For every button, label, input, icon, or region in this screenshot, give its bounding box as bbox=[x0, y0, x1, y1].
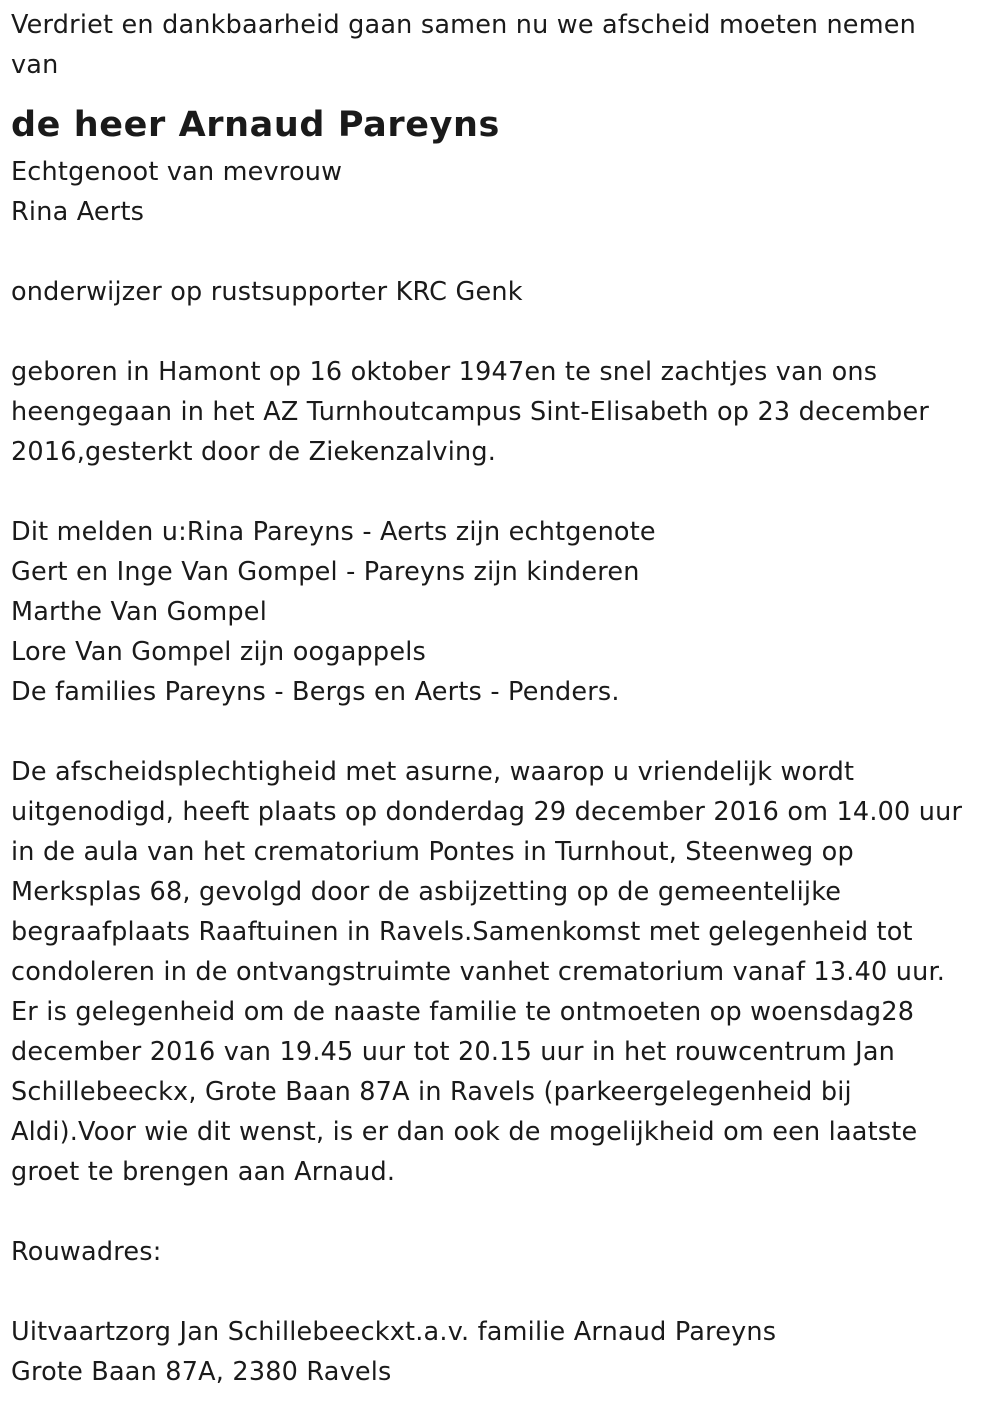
family-line: Marthe Van Gompel bbox=[11, 597, 267, 627]
address-section bbox=[11, 1312, 986, 1392]
occupation-section bbox=[11, 272, 986, 312]
deceased-name: de heer Arnaud Pareyns bbox=[11, 105, 500, 145]
deceased-section bbox=[11, 105, 986, 232]
intro-section bbox=[11, 5, 986, 85]
ceremony-line: Schillebeeckx, Grote Baan 87A in Ravels (parkeergelegenheid bij bbox=[11, 1077, 852, 1107]
ceremony-line: Merksplas 68, gevolgd door de asbijzetting op de gemeentelijke bbox=[11, 877, 842, 907]
ceremony-line: uitgenodigd, heeft plaats op donderdag 29 december 2016 om 14.00 uur bbox=[11, 797, 963, 827]
family-line: De families Pareyns - Bergs en Aerts - Penders. bbox=[11, 677, 620, 707]
ceremony-line: De afscheidsplechtigheid met asurne, waarop u vriendelijk wordt bbox=[11, 757, 855, 787]
ceremony-line: Er is gelegenheid om de naaste familie te ontmoeten op woensdag28 bbox=[11, 997, 915, 1027]
ceremony-line: begraafplaats Raaftuinen in Ravels.Samenkomst met gelegenheid tot bbox=[11, 917, 913, 947]
family-line: Lore Van Gompel zijn oogappels bbox=[11, 637, 426, 667]
address-label: Rouwadres: bbox=[11, 1237, 162, 1267]
ceremony-section bbox=[11, 752, 986, 1192]
ceremony-line: groet te brengen aan Arnaud. bbox=[11, 1157, 396, 1187]
ceremony-line: condoleren in de ontvangstruimte vanhet crematorium vanaf 13.40 uur. bbox=[11, 957, 946, 987]
address-line: Uitvaartzorg Jan Schillebeeckxt.a.v. familie Arnaud Pareyns bbox=[11, 1317, 777, 1347]
ceremony-line: in de aula van het crematorium Pontes in Turnhout, Steenweg op bbox=[11, 837, 854, 867]
spouse-line: Echtgenoot van mevrouw bbox=[11, 157, 343, 187]
spouse-line: Rina Aerts bbox=[11, 197, 145, 227]
birth-death-line: 2016,gesterkt door de Ziekenzalving. bbox=[11, 437, 497, 467]
address-label-section bbox=[11, 1232, 986, 1272]
ceremony-line: december 2016 van 19.45 uur tot 20.15 uur in het rouwcentrum Jan bbox=[11, 1037, 896, 1067]
family-line: Dit melden u:Rina Pareyns - Aerts zijn echtgenote bbox=[11, 517, 656, 547]
family-section bbox=[11, 512, 986, 712]
birth-death-line: geboren in Hamont op 16 oktober 1947en te snel zachtjes van ons bbox=[11, 357, 878, 387]
ceremony-line: Aldi).Voor wie dit wenst, is er dan ook de mogelijkheid om een laatste bbox=[11, 1117, 918, 1147]
birth-death-line: heengegaan in het AZ Turnhoutcampus Sint-Elisabeth op 23 december bbox=[11, 397, 930, 427]
intro-line: Verdriet en dankbaarheid gaan samen nu we afscheid moeten nemen bbox=[11, 10, 916, 40]
address-line: Grote Baan 87A, 2380 Ravels bbox=[11, 1357, 392, 1387]
occupation-line: onderwijzer op rustsupporter KRC Genk bbox=[11, 277, 523, 307]
family-line: Gert en Inge Van Gompel - Pareyns zijn kinderen bbox=[11, 557, 640, 587]
intro-line: van bbox=[11, 50, 59, 80]
birth-death-section bbox=[11, 352, 986, 472]
